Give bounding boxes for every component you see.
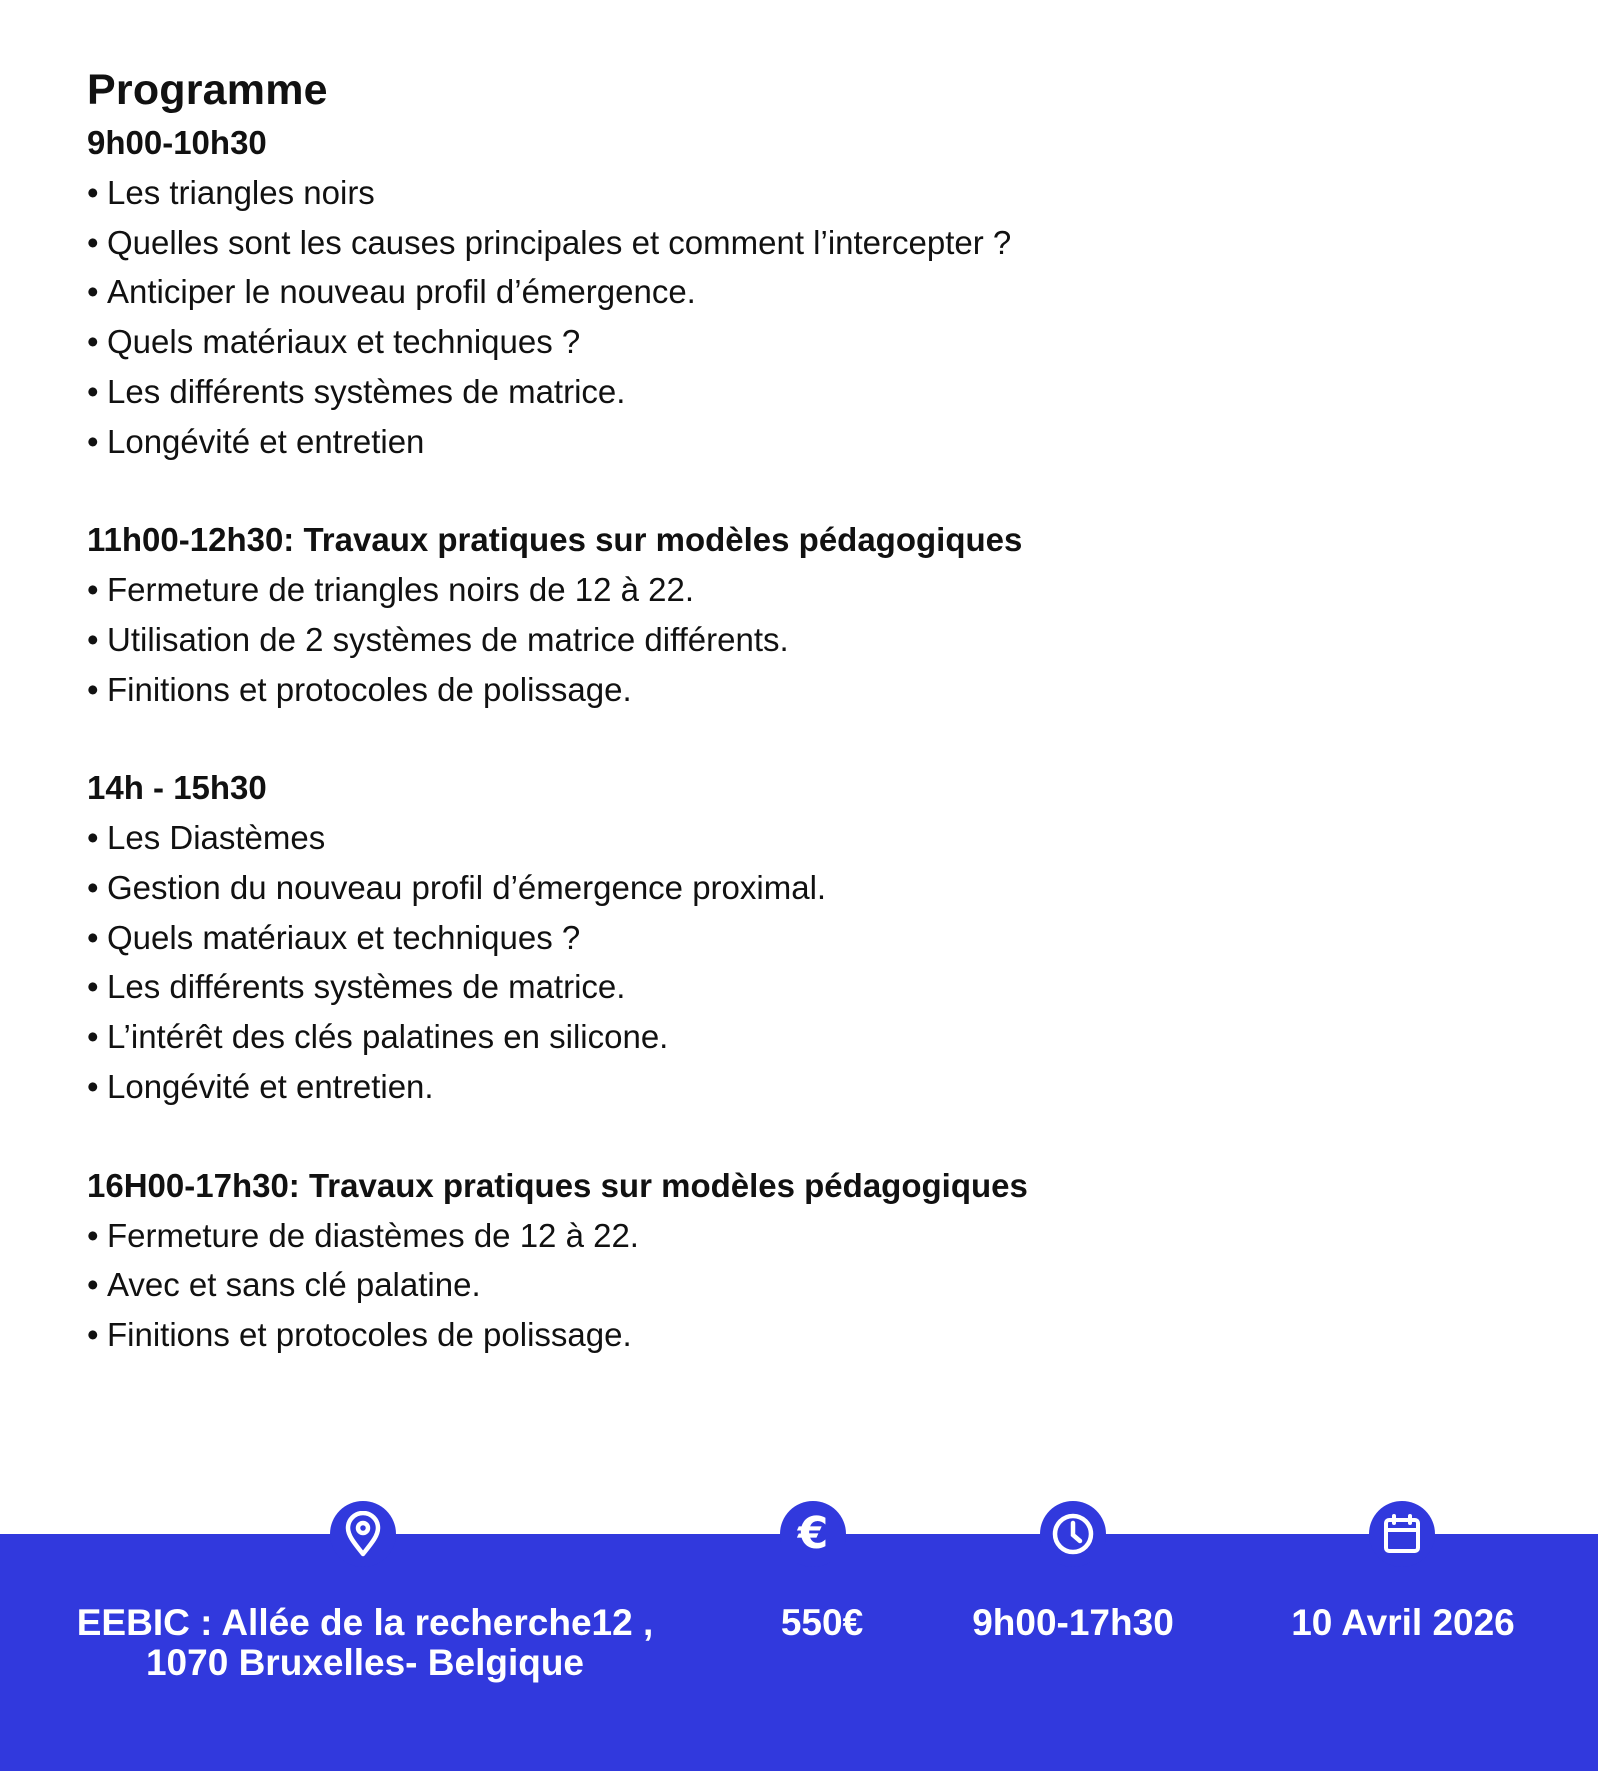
programme-section: [87, 515, 1387, 714]
list-item: [87, 367, 1387, 417]
list-item-text: Les triangles noirs: [107, 174, 375, 211]
list-item: [87, 565, 1387, 615]
list-item: [87, 962, 1387, 1012]
list-item-text: Fermeture de triangles noirs de 12 à 22.: [107, 571, 694, 609]
section-list: [87, 168, 1387, 466]
section-heading: 16H00-17h30: Travaux pratiques sur modèles pédagogiques: [87, 1166, 1028, 1204]
list-item-text: Quels matériaux et techniques ?: [107, 918, 581, 956]
list-item: [87, 913, 1387, 963]
list-item-text: L’intérêt des clés palatines en silicone.: [107, 1018, 669, 1056]
list-item: [87, 1062, 1387, 1112]
bullet: •: [87, 1018, 99, 1056]
calendar-icon: [1369, 1501, 1435, 1567]
list-item: [87, 1211, 1387, 1261]
list-item: [87, 317, 1387, 367]
list-item: [87, 615, 1387, 665]
list-item-text: Utilisation de 2 systèmes de matrice différents.: [107, 620, 789, 658]
info-band: [0, 1508, 1598, 1771]
bullet: •: [87, 968, 99, 1006]
location-line-2: 1070 Bruxelles- Belgique: [145, 1642, 585, 1683]
bullet: •: [87, 422, 99, 460]
section-list: [87, 1211, 1387, 1360]
list-item-text: Quelles sont les causes principales et comment l’intercepter ?: [107, 223, 1012, 261]
list-item: [87, 813, 1387, 863]
section-heading: 14h - 15h30: [87, 769, 267, 807]
bullet: •: [87, 670, 99, 708]
bullet: •: [87, 372, 99, 410]
programme-section: [87, 1161, 1387, 1360]
list-item-text: Finitions et protocoles de polissage.: [107, 1315, 632, 1353]
price-text: 550€: [780, 1602, 864, 1643]
list-item-text: Avec et sans clé palatine.: [107, 1266, 481, 1304]
bullet: •: [87, 869, 99, 907]
section-list: [87, 813, 1387, 1111]
list-item-text: Longévité et entretien: [107, 422, 425, 460]
bullet: •: [87, 223, 99, 261]
list-item: [87, 1310, 1387, 1360]
list-item-text: Les Diastèmes: [107, 819, 326, 857]
list-item: [87, 665, 1387, 715]
euro-icon: €: [780, 1501, 846, 1567]
programme-section: [87, 763, 1387, 1111]
list-item-text: Longévité et entretien.: [107, 1067, 434, 1105]
bullet: •: [87, 273, 99, 311]
list-item: [87, 863, 1387, 913]
list-item-text: Les différents systèmes de matrice.: [107, 968, 626, 1006]
bullet: •: [87, 1216, 99, 1254]
section-heading: 11h00-12h30: Travaux pratiques sur modèles pédagogiques: [87, 521, 1023, 559]
list-item: [87, 168, 1387, 218]
programme-section: [87, 118, 1387, 466]
bullet: •: [87, 819, 99, 857]
list-item: [87, 1260, 1387, 1310]
list-item: [87, 218, 1387, 268]
programme-sections: [87, 118, 1387, 1360]
list-item-text: Les différents systèmes de matrice.: [107, 372, 626, 410]
list-item-text: Finitions et protocoles de polissage.: [107, 670, 632, 708]
bullet: •: [87, 620, 99, 658]
bullet: •: [87, 918, 99, 956]
clock-icon: [1040, 1501, 1106, 1567]
bullet: •: [87, 571, 99, 609]
bullet: •: [87, 1315, 99, 1353]
location-text: [0, 1603, 730, 1683]
list-item-text: Fermeture de diastèmes de 12 à 22.: [107, 1216, 639, 1254]
list-item-text: Gestion du nouveau profil d’émergence proximal.: [107, 869, 827, 907]
bullet: •: [87, 1266, 99, 1304]
hours-text: 9h00-17h30: [972, 1602, 1174, 1643]
section-list: [87, 565, 1387, 714]
location-line-1: EEBIC : Allée de la recherche12 ,: [76, 1602, 654, 1643]
list-item: [87, 1012, 1387, 1062]
list-item-text: Quels matériaux et techniques ?: [107, 323, 581, 361]
date-text: 10 Avril 2026: [1291, 1602, 1515, 1643]
bullet: •: [87, 323, 99, 361]
location-pin-icon: [330, 1501, 396, 1567]
programme-content: [87, 62, 1387, 1409]
section-heading: 9h00-10h30: [87, 124, 267, 161]
list-item: [87, 267, 1387, 317]
programme-title: Programme: [87, 66, 328, 114]
list-item: [87, 417, 1387, 467]
bullet: •: [87, 174, 99, 211]
list-item-text: Anticiper le nouveau profil d’émergence.: [107, 273, 696, 311]
bullet: •: [87, 1067, 99, 1105]
